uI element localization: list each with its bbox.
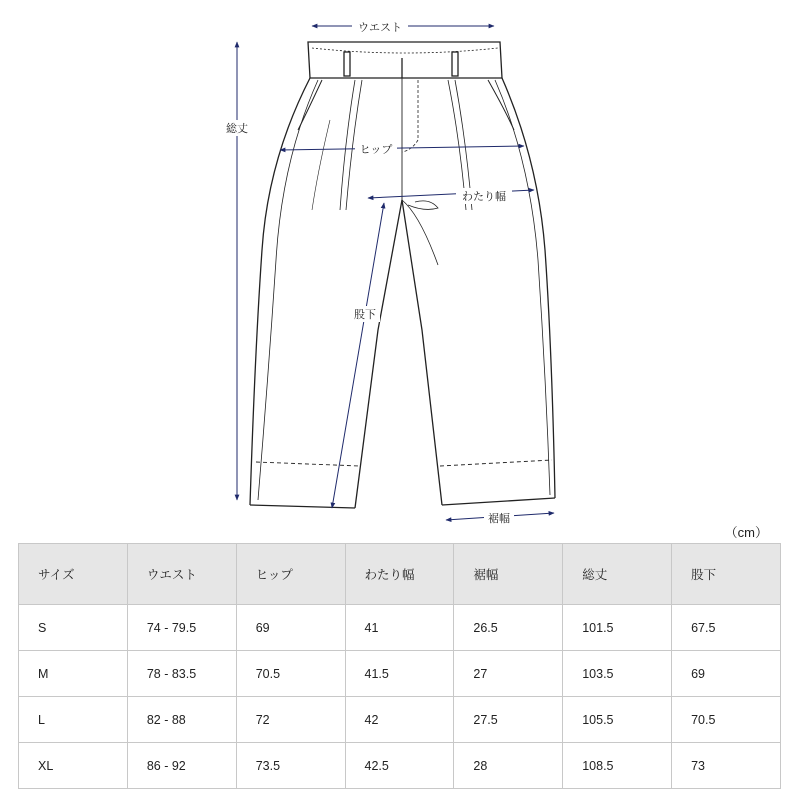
unit-label: （cm） <box>724 525 768 540</box>
cell-waist: 78 - 83.5 <box>127 651 236 697</box>
cell-total-length: 101.5 <box>563 605 672 651</box>
inseam-line <box>332 203 384 508</box>
table-row <box>19 697 781 743</box>
cell-size: M <box>19 651 128 697</box>
cell-thigh: 42.5 <box>345 743 454 789</box>
total-length-label: 総丈 <box>226 122 248 135</box>
cell-hem: 28 <box>454 743 563 789</box>
header-thigh: わたり幅 <box>345 544 454 605</box>
header-hem: 裾幅 <box>454 544 563 605</box>
table-row <box>19 743 781 789</box>
cell-thigh: 41.5 <box>345 651 454 697</box>
hip-label: ヒップ <box>359 143 393 156</box>
cell-hip: 72 <box>236 697 345 743</box>
cell-inseam: 67.5 <box>672 605 781 651</box>
cell-total-length: 105.5 <box>563 697 672 743</box>
size-table <box>18 543 781 789</box>
header-size: サイズ <box>19 544 128 605</box>
cell-total-length: 103.5 <box>563 651 672 697</box>
measurement-lines <box>237 26 554 520</box>
cell-hem: 26.5 <box>454 605 563 651</box>
cell-inseam: 73 <box>672 743 781 789</box>
header-inseam: 股下 <box>672 544 781 605</box>
cell-waist: 82 - 88 <box>127 697 236 743</box>
cell-hip: 70.5 <box>236 651 345 697</box>
header-hip: ヒップ <box>236 544 345 605</box>
cell-size: S <box>19 605 128 651</box>
cell-hip: 73.5 <box>236 743 345 789</box>
cell-waist: 74 - 79.5 <box>127 605 236 651</box>
cell-size: L <box>19 697 128 743</box>
cell-hip: 69 <box>236 605 345 651</box>
cell-size: XL <box>19 743 128 789</box>
header-waist: ウエスト <box>127 544 236 605</box>
hem-label: 裾幅 <box>488 512 510 525</box>
cell-inseam: 69 <box>672 651 781 697</box>
waist-label: ウエスト <box>358 21 402 34</box>
table-header-row <box>19 544 781 605</box>
table-row <box>19 651 781 697</box>
cell-thigh: 41 <box>345 605 454 651</box>
inseam-label: 股下 <box>354 308 376 321</box>
cell-thigh: 42 <box>345 697 454 743</box>
thigh-label: わたり幅 <box>462 190 506 203</box>
cell-waist: 86 - 92 <box>127 743 236 789</box>
cell-hem: 27.5 <box>454 697 563 743</box>
pants-outline <box>250 42 555 508</box>
cell-total-length: 108.5 <box>563 743 672 789</box>
header-total-length: 総丈 <box>563 544 672 605</box>
cell-hem: 27 <box>454 651 563 697</box>
cell-inseam: 70.5 <box>672 697 781 743</box>
table-row <box>19 605 781 651</box>
